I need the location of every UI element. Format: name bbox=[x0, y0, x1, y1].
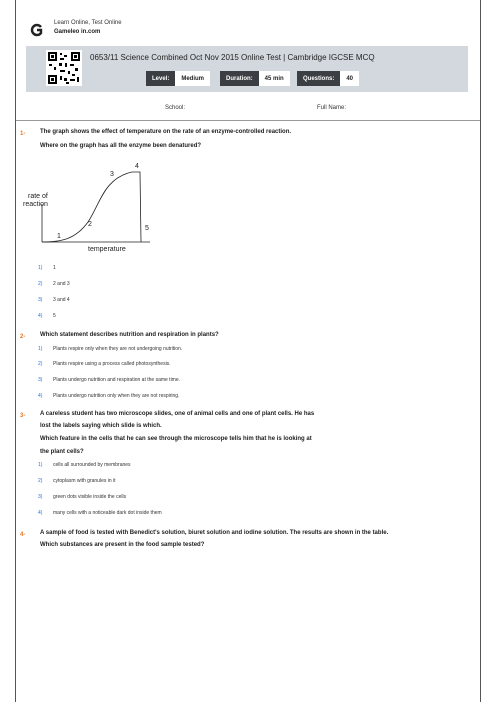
option-number: 2) bbox=[38, 361, 43, 367]
graph-xlabel: temperature bbox=[88, 246, 126, 253]
option-number: 3) bbox=[38, 377, 43, 383]
option-text[interactable]: 5 bbox=[53, 313, 56, 319]
option-number: 3) bbox=[38, 297, 43, 303]
duration-value: 45 min bbox=[259, 71, 290, 86]
question-number: 4- bbox=[20, 532, 26, 538]
questions-value: 40 bbox=[340, 71, 359, 86]
questions-badge bbox=[297, 71, 359, 86]
graph-ylabel-line2: reaction bbox=[23, 201, 48, 208]
graph-point-label: 5 bbox=[145, 225, 149, 232]
school-field[interactable]: School: bbox=[165, 105, 186, 111]
option-number: 3) bbox=[38, 494, 43, 500]
fullname-field[interactable]: Full Name: bbox=[317, 105, 347, 111]
option-text[interactable]: Plants undergo nutrition and respiration at the same time. bbox=[53, 377, 181, 383]
question-number: 1- bbox=[20, 131, 26, 137]
option-number: 1) bbox=[38, 346, 43, 352]
question-number: 3- bbox=[20, 413, 26, 419]
level-badge bbox=[146, 71, 210, 86]
question-text: Which substances are present in the food sample tested? bbox=[40, 542, 205, 548]
level-value: Medium bbox=[175, 71, 210, 86]
option-text[interactable]: 1 bbox=[53, 265, 56, 271]
question-number: 2- bbox=[20, 334, 26, 340]
option-text[interactable]: Plants respire only when they are not undergoing nutrition. bbox=[53, 346, 183, 352]
brand-tagline: Learn Online, Test Online bbox=[54, 20, 122, 26]
question-text: The graph shows the effect of temperature on the rate of an enzyme-controlled reaction. bbox=[40, 129, 292, 135]
duration-badge bbox=[220, 71, 290, 86]
option-text[interactable]: 2 and 3 bbox=[53, 281, 70, 287]
option-number: 1) bbox=[38, 265, 43, 271]
graph-point-label: 2 bbox=[88, 221, 92, 228]
test-title: 0653/11 Science Combined Oct Nov 2015 Online Test | Cambridge IGCSE MCQ bbox=[90, 53, 375, 62]
option-text[interactable]: 3 and 4 bbox=[53, 297, 70, 303]
option-number: 4) bbox=[38, 510, 43, 516]
graph-point-label: 1 bbox=[57, 233, 61, 240]
level-label: Level: bbox=[146, 71, 175, 86]
page-border-right bbox=[480, 0, 481, 702]
question-text: Which statement describes nutrition and respiration in plants? bbox=[40, 332, 219, 338]
brand-site[interactable]: Gameleo in.com bbox=[54, 29, 101, 35]
test-header bbox=[26, 46, 468, 92]
graph-curve bbox=[42, 172, 141, 242]
divider bbox=[16, 120, 480, 121]
graph-point-label: 4 bbox=[135, 163, 139, 170]
question-text: A careless student has two microscope slides, one of animal cells and one of plant cells. He has bbox=[40, 411, 315, 417]
graph-ylabel-line1: rate of bbox=[28, 193, 48, 200]
question-text: lost the labels saying which slide is which. bbox=[40, 423, 162, 429]
questions-label: Questions: bbox=[297, 71, 340, 86]
option-number: 2) bbox=[38, 478, 43, 484]
enzyme-graph bbox=[20, 158, 160, 254]
graph-point-label: 3 bbox=[110, 171, 114, 178]
option-number: 4) bbox=[38, 313, 43, 319]
logo-icon bbox=[30, 23, 44, 37]
option-text[interactable]: cells all surrounded by membranes bbox=[53, 462, 131, 468]
option-text[interactable]: Plants respire using a process called photosynthesis. bbox=[53, 361, 171, 367]
option-text[interactable]: many cells with a noticeable dark dot inside them bbox=[53, 510, 162, 516]
question-text: A sample of food is tested with Benedict's solution, biuret solution and iodine solution. The results are shown in the table. bbox=[40, 530, 389, 536]
option-number: 1) bbox=[38, 462, 43, 468]
option-text[interactable]: Plants undergo nutrition only when they are not respiring. bbox=[53, 393, 180, 399]
duration-label: Duration: bbox=[220, 71, 259, 86]
option-number: 4) bbox=[38, 393, 43, 399]
option-number: 2) bbox=[38, 281, 43, 287]
option-text[interactable]: green dots visible inside the cells bbox=[53, 494, 127, 500]
option-text[interactable]: cytoplasm with granules in it bbox=[53, 478, 116, 484]
page-border-left bbox=[15, 0, 16, 702]
question-text: the plant cells? bbox=[40, 449, 84, 455]
qr-code-icon bbox=[46, 50, 82, 86]
question-text: Which feature in the cells that he can see through the microscope tells him that he is looking at bbox=[40, 436, 312, 442]
question-text: Where on the graph has all the enzyme been denatured? bbox=[40, 143, 202, 149]
